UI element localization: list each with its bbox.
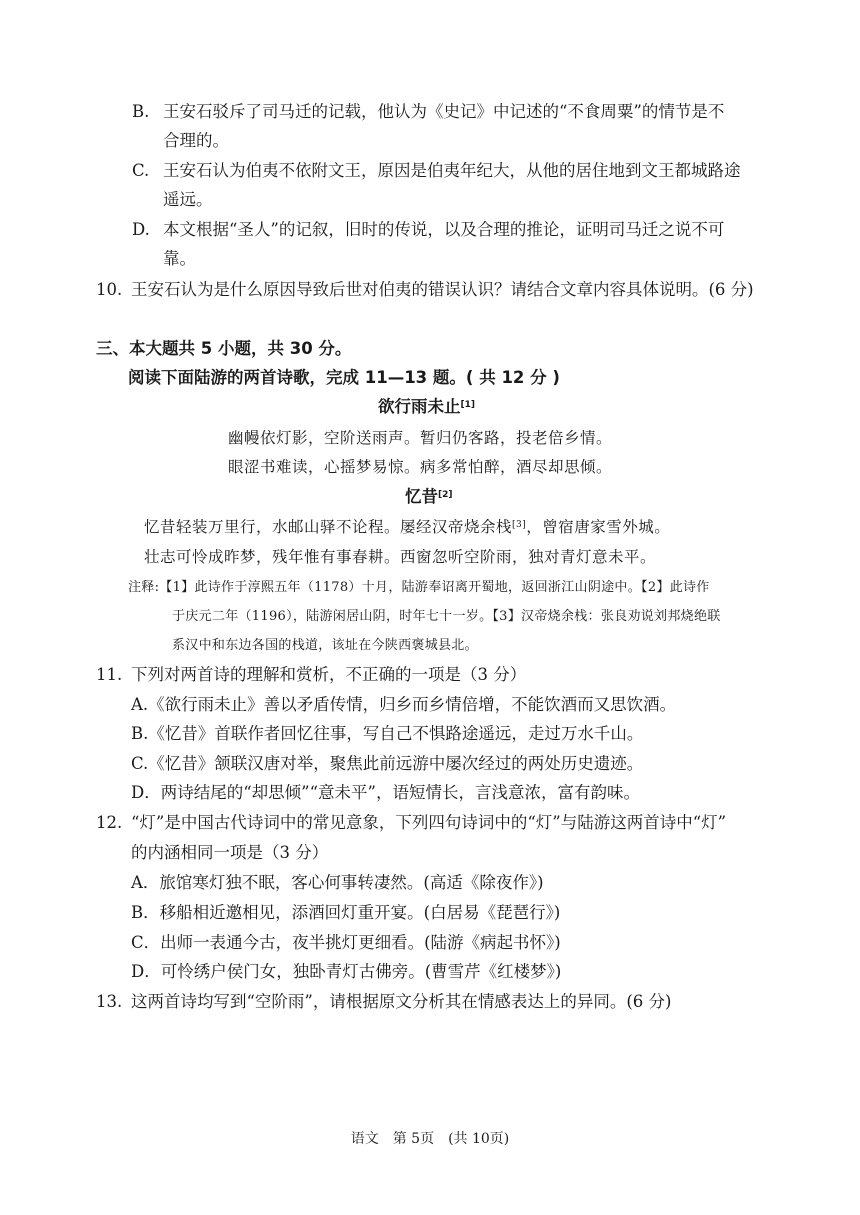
q9-option-d-text-line1: 本文根据“圣人”的记叙，旧时的传说，以及合理的推论，证明司马迁之说不可 bbox=[163, 220, 725, 239]
q11-option-a: A.《欲行雨未止》善以矛盾传情，归乡而乡情倍增，不能饮酒而又思饮酒。 bbox=[131, 695, 677, 714]
q9-option-b-text-line2: 合理的。 bbox=[163, 131, 229, 150]
poem2-line1-part2: ，曾宿唐家雪外城。 bbox=[526, 518, 671, 536]
q12-stem-line1: “灯”是中国古代诗词中的常见意象，下列四句诗词中的“灯”与陆游这两首诗中“灯” bbox=[131, 813, 727, 832]
page-footer: 语文 第 5页 (共 10页) bbox=[350, 1131, 510, 1147]
q12-option-c: C．出师一表通今古，夜半挑灯更细看。(陆游《病起书怀》) bbox=[131, 933, 561, 952]
poem2-line1 bbox=[144, 516, 670, 538]
poem1-footnote-mark: [1] bbox=[460, 400, 475, 410]
q9-option-c-label: C. bbox=[132, 161, 150, 180]
q12-stem-line2: 的内涵相同一项是（3 分） bbox=[131, 843, 329, 862]
poem1-line2: 眼涩书难读，心摇梦易惊。病多常怕醉，酒尽却思倾。 bbox=[228, 458, 613, 476]
section3-instruction: 阅读下面陆游的两首诗歌，完成 11—13 题。( 共 12 分 ) bbox=[128, 368, 560, 387]
q11-stem: 下列对两首诗的理解和赏析，不正确的一项是（3 分） bbox=[131, 665, 527, 684]
q9-option-b-text-line1: 王安石驳斥了司马迁的记载，他认为《史记》中记述的“不食周粟”的情节是不 bbox=[163, 102, 725, 121]
q12-option-a: A．旅馆寒灯独不眠，客心何事转凄然。(高适《除夜作》) bbox=[131, 873, 544, 892]
poem1-title bbox=[378, 396, 475, 418]
q13-text: 这两首诗均写到“空阶雨”，请根据原文分析其在情感表达上的异同。(6 分) bbox=[131, 992, 672, 1011]
q10-text: 王安石认为是什么原因导致后世对伯夷的错误认识？请结合文章内容具体说明。(6 分) bbox=[131, 280, 754, 299]
q11-option-c: C.《忆昔》颔联汉唐对举，聚焦此前远游中屡次经过的两处历史遗迹。 bbox=[131, 754, 644, 773]
poem2-footnote-mark: [2] bbox=[438, 490, 453, 500]
q11-number: 11. bbox=[96, 665, 123, 684]
poem2-line1-footnote-mark: [3] bbox=[512, 520, 527, 530]
q9-option-d-text-line2: 靠。 bbox=[163, 249, 196, 268]
poem2-title bbox=[405, 486, 453, 508]
q9-option-c-text-line2: 遥远。 bbox=[163, 190, 213, 209]
q9-option-d-label: D. bbox=[132, 220, 150, 239]
q10-number: 10. bbox=[96, 280, 123, 299]
q12-number: 12. bbox=[96, 813, 123, 832]
notes-line3: 系汉中和东边各国的栈道，该址在今陕西褒城县北。 bbox=[172, 638, 478, 653]
poem1-line1: 幽幔依灯影，空阶送雨声。暂归仍客路，投老倍乡情。 bbox=[228, 429, 613, 447]
q11-option-d: D．两诗结尾的“却思倾”“意未平”，语短情长，言浅意浓，富有韵味。 bbox=[131, 783, 640, 802]
poem2-line1-part1: 忆昔轻装万里行，水邮山驿不论程。屡经汉帝烧余栈 bbox=[144, 518, 513, 536]
poem2-line2: 壮志可怜成昨梦，残年惟有事春耕。西窗忽听空阶雨，独对青灯意未平。 bbox=[144, 548, 657, 566]
notes-line1: 注释:【1】此诗作于淳熙五年（1178）十月，陆游奉诏离开蜀地，返回浙江山阴途中。【2】此诗作 bbox=[128, 580, 710, 595]
q13-number: 13. bbox=[96, 992, 123, 1011]
q11-option-b: B.《忆昔》首联作者回忆往事，写自己不惧路途遥远，走过万水千山。 bbox=[131, 724, 644, 743]
poem2-title-text: 忆昔 bbox=[405, 487, 438, 506]
q12-option-d: D．可怜绣户侯门女，独卧青灯古佛旁。(曹雪芹《红楼梦》) bbox=[131, 962, 562, 981]
q9-option-c-text-line1: 王安石认为伯夷不依附文王，原因是伯夷年纪大，从他的居住地到文王都城路途 bbox=[163, 161, 741, 180]
section3-heading: 三、本大题共 5 小题，共 30 分。 bbox=[96, 339, 352, 358]
q12-option-b: B．移船相近邀相见，添酒回灯重开宴。(白居易《琵琶行》) bbox=[131, 903, 561, 922]
notes-line2: 于庆元二年（1196），陆游闲居山阴，时年七十一岁。【3】汉帝烧余栈：张良劝说刘邦烧绝联 bbox=[172, 609, 721, 624]
q9-option-b-label: B. bbox=[132, 102, 150, 121]
poem1-title-text: 欲行雨未止 bbox=[378, 397, 461, 416]
